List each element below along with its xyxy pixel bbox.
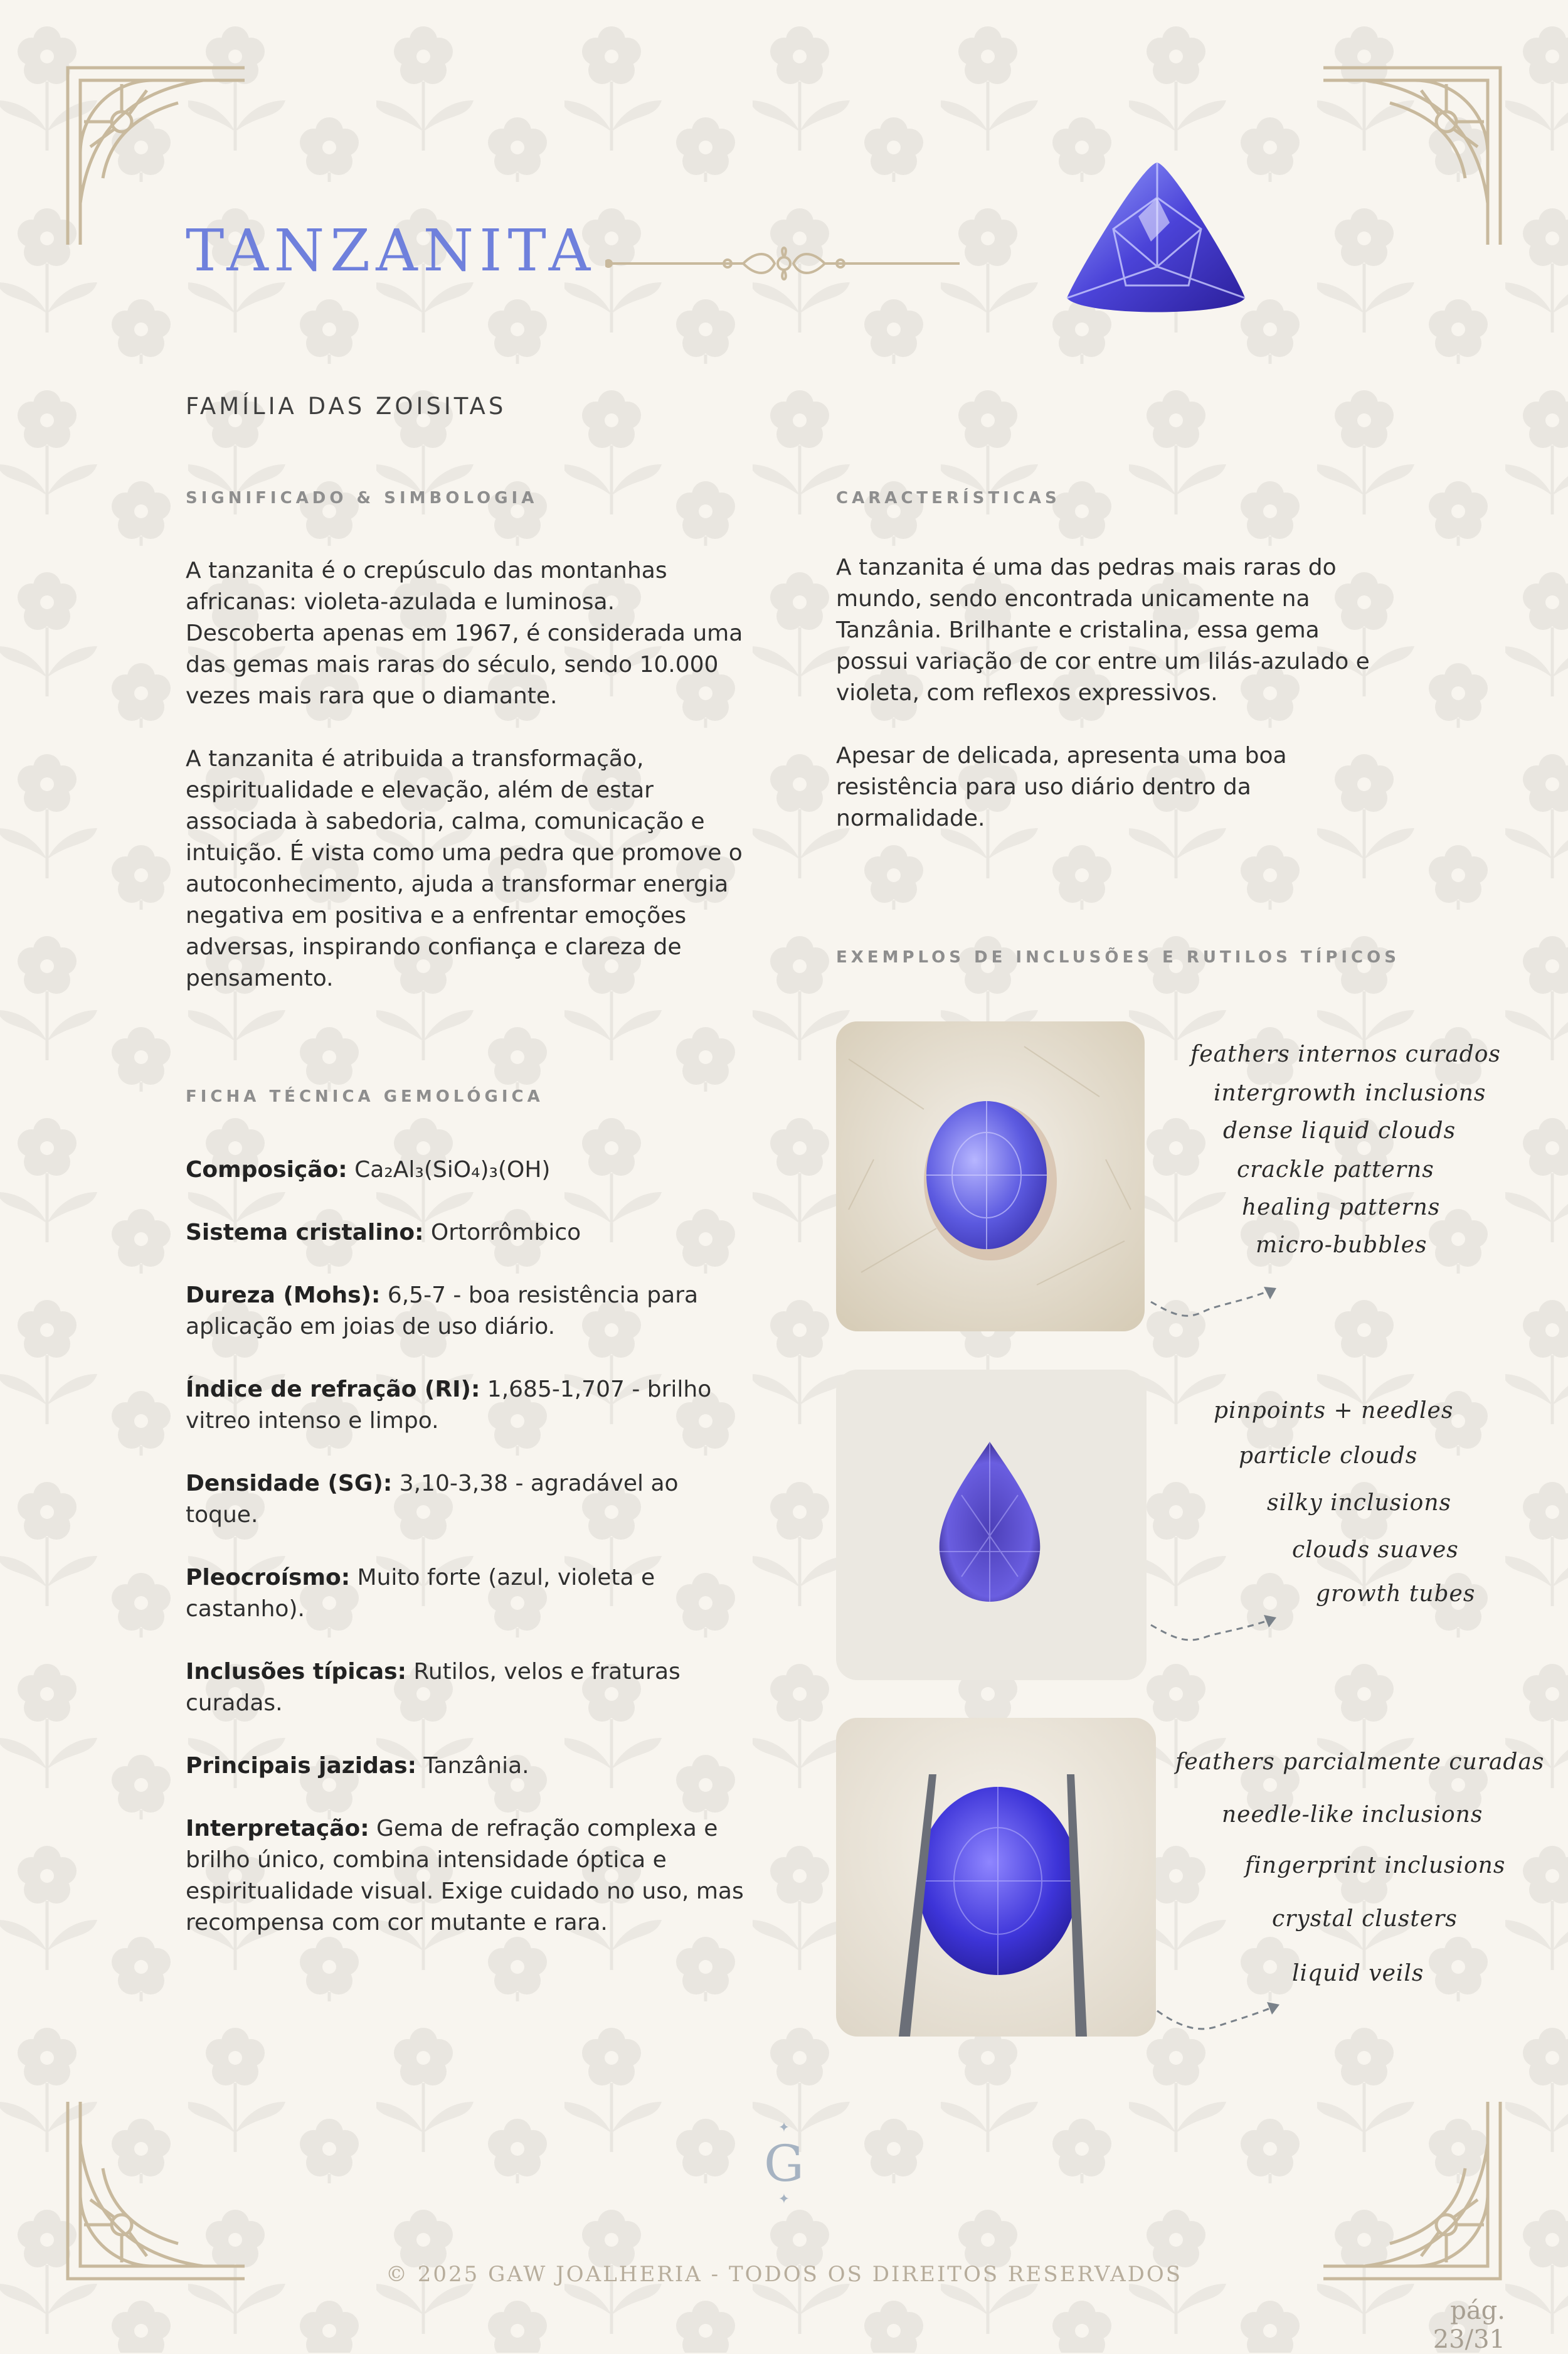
section-heading-exemplos: EXEMPLOS DE INCLUSÕES E RUTILOS TÍPICOS (836, 948, 1400, 967)
dashed-arrow-icon (1148, 1612, 1292, 1656)
page-number: pág. 23/31 (1433, 2296, 1505, 2354)
copyright-footer: © 2025 GAW JOALHERIA - TODOS OS DIREITOS RESERVADOS (385, 2262, 1183, 2287)
inclusion-note: healing patterns (1242, 1195, 1441, 1220)
spec-label: Densidade (SG): (186, 1471, 393, 1496)
spec-value: Ortorrômbico (423, 1220, 581, 1245)
inclusion-note: liquid veils (1292, 1961, 1424, 1986)
sparkle-icon: ✦ (778, 2192, 790, 2207)
spec-value: Tanzânia. (416, 1753, 529, 1779)
inclusion-note: needle-like inclusions (1222, 1802, 1483, 1828)
spec-jazidas (186, 1750, 750, 1782)
inclusion-note: crystal clusters (1272, 1906, 1458, 1932)
inclusion-note: micro-bubbles (1256, 1232, 1428, 1258)
corner-ornament-bottom-left (65, 2099, 247, 2281)
inclusion-photo-gem-in-tweezers (836, 1718, 1156, 2037)
inclusion-photo-pear-gem (836, 1370, 1147, 1680)
spec-label: Composição: (186, 1157, 347, 1183)
spec-label: Inclusões típicas: (186, 1659, 406, 1685)
ficha-tecnica-list (186, 1154, 750, 1970)
inclusion-photo-oval-gem (836, 1021, 1145, 1331)
section-heading-caracteristicas: CARACTERÍSTICAS (836, 489, 1061, 508)
inclusion-note: silky inclusions (1267, 1490, 1451, 1516)
inclusion-note: growth tubes (1316, 1581, 1476, 1607)
spec-value: Muito forte (azul, violeta e castanho). (186, 1565, 655, 1622)
caracteristicas-paragraph: A tanzanita é uma das pedras mais raras do mundo, sendo encontrada unicamente na Tanzânia. Brilhante e cristalina, essa gema possui variação de cor entre um lilás-azulado e violeta, com reflexos expressivos. (836, 555, 1370, 706)
page-title: TANZANITA (186, 217, 596, 284)
spec-label: Índice de refração (RI): (186, 1377, 480, 1402)
inclusion-note: feathers parcialmente curadas (1175, 1749, 1545, 1775)
brand-logo (746, 2121, 822, 2215)
spec-label: Dureza (Mohs): (186, 1282, 381, 1308)
spec-composicao (186, 1154, 750, 1186)
significado-text (186, 555, 750, 994)
inclusion-note: intergrowth inclusions (1214, 1080, 1486, 1106)
spec-value: 3,10-3,38 - agradável ao toque. (186, 1471, 679, 1528)
spec-indice-refracao (186, 1374, 750, 1437)
spec-inclusoes (186, 1656, 750, 1719)
inclusion-note: crackle patterns (1237, 1157, 1434, 1183)
spec-pleocroismo (186, 1562, 750, 1625)
spec-densidade (186, 1468, 750, 1531)
logo-letter: G (764, 2134, 804, 2193)
caracteristicas-text (836, 552, 1388, 834)
inclusion-note: clouds suaves (1292, 1537, 1459, 1563)
corner-ornament-bottom-right (1321, 2099, 1503, 2281)
sparkle-icon: ✦ (778, 2120, 790, 2136)
inclusion-note: fingerprint inclusions (1245, 1853, 1506, 1878)
dashed-arrow-icon (1154, 1998, 1298, 2042)
spec-value: Rutilos, velos e fraturas curadas. (186, 1659, 681, 1716)
inclusion-note: feathers internos curados (1190, 1041, 1501, 1067)
significado-paragraph: A tanzanita é atribuida a transformação, espiritualidade e elevação, além de estar associada à sabedoria, calma, comunicação e intuição. É vista como uma pedra que promove o autoconhecimento, ajuda a transformar energia negativa em positiva e a enfrentar emoções adversas, inspirando confiança e clareza de pensamento. (186, 746, 743, 991)
title-divider-ornament (605, 235, 963, 292)
spec-interpretacao (186, 1813, 750, 1939)
section-heading-significado: SIGNIFICADO & SIMBOLOGIA (186, 489, 538, 508)
spec-value: 1,685-1,707 - brilho vitreo intenso e limpo. (186, 1377, 712, 1434)
spec-value: Gema de refração complexa e brilho único, combina intensidade óptica e espiritualidade visual. Exige cuidado no uso, mas recompensa com cor mutante e rara. (186, 1816, 744, 1936)
spec-label: Pleocroísmo: (186, 1565, 351, 1590)
trillion-tanzanite-gem-icon (1063, 160, 1248, 323)
gem-family-subtitle: FAMÍLIA DAS ZOISITAS (186, 393, 507, 420)
dashed-arrow-icon (1148, 1283, 1292, 1327)
spec-label: Interpretação: (186, 1816, 369, 1841)
corner-ornament-top-right (1321, 65, 1503, 247)
inclusion-note: particle clouds (1239, 1443, 1418, 1469)
spec-label: Sistema cristalino: (186, 1220, 424, 1245)
caracteristicas-paragraph: Apesar de delicada, apresenta uma boa resistência para uso diário dentro da normalidade. (836, 743, 1287, 831)
inclusion-note: dense liquid clouds (1223, 1118, 1456, 1144)
section-heading-ficha-tecnica: FICHA TÉCNICA GEMOLÓGICA (186, 1087, 544, 1106)
inclusion-note: pinpoints + needles (1214, 1398, 1454, 1424)
spec-sistema-cristalino (186, 1217, 750, 1249)
spec-dureza (186, 1280, 750, 1343)
significado-paragraph: A tanzanita é o crepúsculo das montanhas africanas: violeta-azulada e luminosa. Descoberta apenas em 1967, é considerada uma das gemas mais raras do século, sendo 10.000 vezes mais rara que o diamante. (186, 558, 743, 709)
spec-label: Principais jazidas: (186, 1753, 416, 1779)
spec-value: Ca₂Al₃(SiO₄)₃(OH) (347, 1157, 551, 1183)
spec-value: 6,5-7 - boa resistência para aplicação em joias de uso diário. (186, 1282, 699, 1339)
